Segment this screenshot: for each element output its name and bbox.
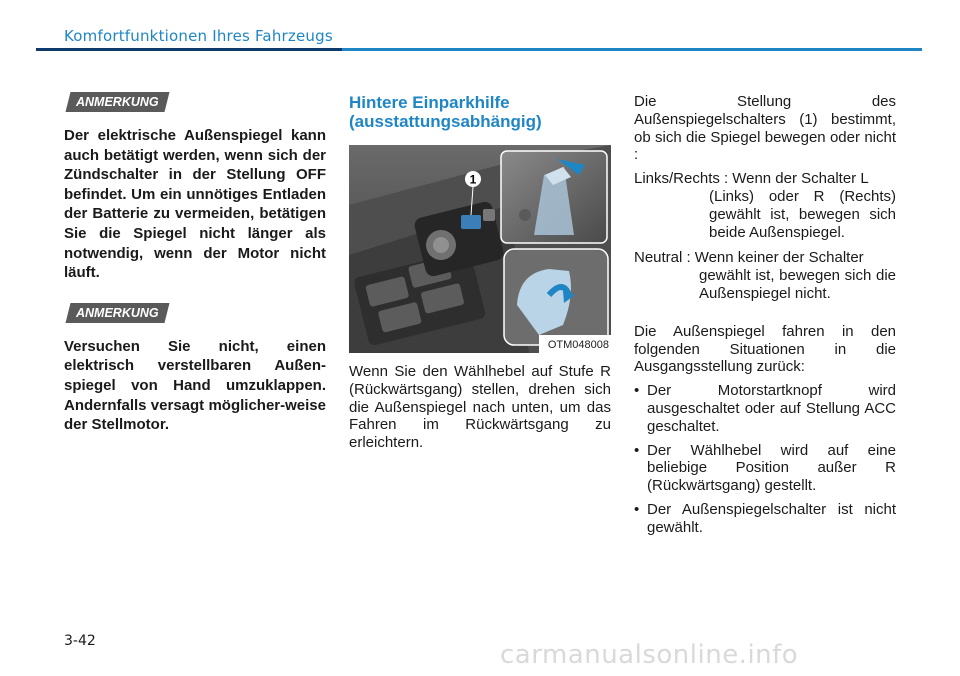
- section-heading: Hintere Einparkhilfe (ausstattungsabhängig): [349, 93, 542, 131]
- callout-number: 1: [469, 172, 477, 187]
- image-code: OTM048008: [547, 339, 609, 351]
- definition-row: [634, 249, 896, 267]
- note-label-2: ANMERKUNG: [66, 303, 170, 323]
- door-switch-photo: [349, 145, 611, 353]
- bullet-list: [634, 382, 896, 536]
- header-title: Komfortfunktionen Ihres Fahrzeugs: [64, 27, 333, 45]
- note-text-2: Versuchen Sie nicht, einen elektrisch verstellbaren Außen-spiegel von Hand umzuklappen. Andernfalls versagt möglicher-weise der Stellmotor.: [64, 337, 326, 434]
- page-number: 3-42: [64, 633, 96, 649]
- definition-desc: Wenn keiner der Schalter: [694, 249, 864, 267]
- note-label-1: ANMERKUNG: [66, 92, 170, 112]
- definition-row: [634, 170, 896, 188]
- list-item: • Der Außenspiegelschalter ist nicht gewählt.: [634, 501, 896, 537]
- note-text-1: Der elektrische Außenspiegel kann auch betätigt werden, wenn sich der Zündschalter in der Stellung OFF befindet. Um ein unnötiges Entladen der Batterie zu vermeiden, betätigen Sie die Spiegel nicht länger als notwendig, wenn der Motor nicht läuft.: [64, 127, 326, 282]
- definition-term: Links/Rechts :: [634, 170, 729, 188]
- definition-continuation: (Links) oder R (Rechts) gewählt ist, bewegen sich beide Außenspiegel.: [709, 187, 896, 241]
- definition-term: Neutral :: [634, 249, 691, 267]
- left-column: [64, 92, 326, 435]
- definition-desc: Wenn der Schalter L: [732, 170, 869, 188]
- list-item: • Der Motorstartknopf wird ausgeschaltet oder auf Stellung ACC geschaltet.: [634, 382, 896, 435]
- watermark: carmanualsonline.info: [500, 640, 799, 670]
- intro-paragraph: Die Stellung des Außenspiegelschalters (1) bestimmt, ob sich die Spiegel bewegen oder nicht :: [634, 93, 896, 164]
- return-paragraph: Die Außenspiegel fahren in den folgenden Situationen in die Ausgangsstellung zurück:: [634, 322, 896, 376]
- definition-continuation: gewählt ist, bewegen sich die Außenspiegel nicht.: [699, 267, 896, 302]
- door-switch-illustration: [349, 145, 611, 353]
- header-rule: [36, 48, 922, 51]
- right-column: [634, 93, 896, 543]
- middle-column: [349, 93, 611, 452]
- list-item: • Der Wählhebel wird auf eine beliebige Position außer R (Rückwärtsgang) gestellt.: [634, 442, 896, 495]
- middle-paragraph: Wenn Sie den Wählhebel auf Stufe R (Rückwärtsgang) stellen, drehen sich die Außenspiegel nach unten, um das Fahren im Rückwärtsgang zu erleichtern.: [349, 363, 611, 452]
